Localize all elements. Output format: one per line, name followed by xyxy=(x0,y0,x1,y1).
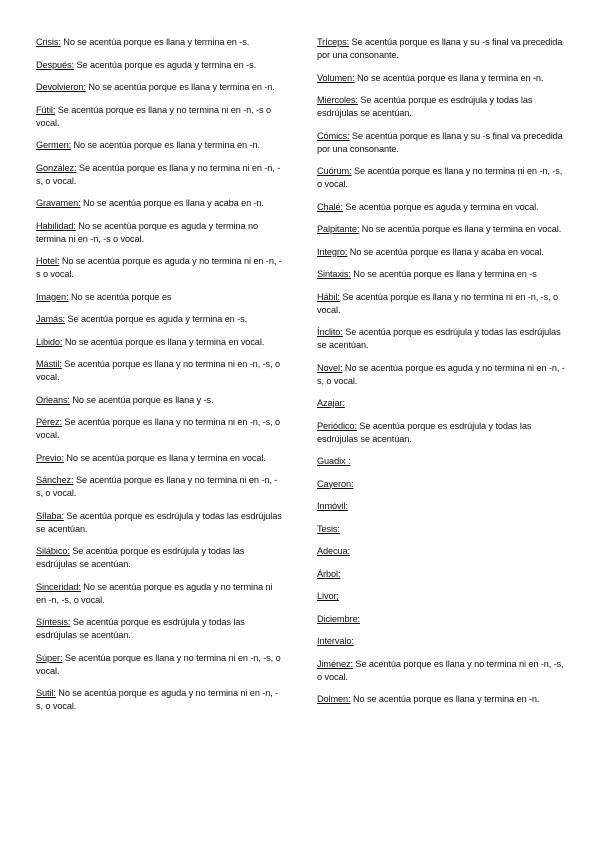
entry-term: Inmóvil: xyxy=(317,501,348,511)
entry-term: Súper: xyxy=(36,652,63,663)
entry-explanation: No se acentúa porque es llana y termina en -n. xyxy=(85,82,275,92)
entry-term: Imagen: xyxy=(36,291,69,302)
word-entry xyxy=(317,590,567,603)
word-entry xyxy=(36,104,284,130)
word-entry xyxy=(317,362,567,388)
word-entry xyxy=(36,197,284,210)
entry-term: Cómics: xyxy=(317,130,350,141)
entry-term: Mástil: xyxy=(36,359,62,369)
entry-term: Volumen: xyxy=(317,72,355,83)
word-entry xyxy=(317,397,567,410)
word-entry xyxy=(36,162,284,188)
word-entry xyxy=(36,452,284,465)
word-entry xyxy=(317,291,567,317)
entry-term: Hotel: xyxy=(36,256,60,266)
word-entry xyxy=(36,510,284,536)
word-entry xyxy=(317,455,567,468)
word-entry xyxy=(36,255,284,281)
entry-explanation: No se acentúa porque es llana y termina en -n. xyxy=(71,140,260,150)
entry-term: Ínclito: xyxy=(317,327,343,337)
word-entry xyxy=(36,358,284,384)
word-entry xyxy=(317,94,567,120)
word-entry xyxy=(36,220,284,246)
entry-term: Después: xyxy=(36,59,75,70)
entry-term: Árbol: xyxy=(317,568,341,579)
entry-explanation: Se acentúa porque es aguda y termina en -s. xyxy=(65,314,248,324)
word-entry xyxy=(317,693,567,706)
entry-explanation: Se acentúa porque es llana y no termina ni en -n, -s, o vocal. xyxy=(36,652,281,676)
word-entry xyxy=(36,81,284,94)
entry-explanation: Se acentúa porque es llana y no termina ni en -n, -s o vocal. xyxy=(36,104,271,128)
entry-term: Crisis: xyxy=(36,37,61,47)
entry-explanation: Se acentúa porque es esdrújula y todas las esdrújulas se acentúan. xyxy=(317,420,532,444)
word-entry xyxy=(317,420,567,446)
entry-term: González: xyxy=(36,162,77,173)
entry-explanation: No se acentúa porque es llana y termina en -s xyxy=(350,269,537,279)
word-entry xyxy=(36,652,284,678)
entry-term: Germen: xyxy=(36,140,72,150)
entry-explanation: No se acentúa porque es llana y acaba en vocal. xyxy=(347,246,544,257)
entry-explanation: No se acentúa porque es llana y termina en vocal. xyxy=(63,452,266,463)
entry-term: Tesis: xyxy=(317,523,340,534)
entry-term: Sinceridad: xyxy=(36,581,81,592)
word-entry xyxy=(36,687,284,713)
word-entry xyxy=(317,36,567,62)
entry-term: Azajar: xyxy=(317,398,345,408)
entry-explanation: No se acentúa porque es llana y termina en -n. xyxy=(354,72,544,83)
word-entry xyxy=(317,130,567,156)
entry-term: Jiménez: xyxy=(317,658,353,669)
entry-term: Periódico: xyxy=(317,420,357,431)
entry-term: Chalé: xyxy=(317,201,343,212)
word-entry xyxy=(317,326,567,352)
word-entry xyxy=(317,635,567,648)
right-column xyxy=(317,36,567,716)
entry-explanation: No se acentúa porque es llana y acaba en -n. xyxy=(80,198,265,208)
entry-explanation: Se acentúa porque es esdrújula y todas las esdrújulas se acentúan. xyxy=(317,95,533,118)
entry-term: Devolvieron: xyxy=(36,82,86,92)
word-entry xyxy=(317,500,567,513)
entry-explanation: Se acentúa porque es esdrújula y todas las esdrújulas se acentúan. xyxy=(36,617,245,640)
word-entry xyxy=(317,613,567,626)
entry-explanation: No se acentúa porque es llana y -s. xyxy=(69,394,214,405)
word-entry xyxy=(317,165,567,191)
word-entry xyxy=(317,246,567,259)
word-entry xyxy=(317,523,567,536)
word-entry xyxy=(317,223,567,236)
entry-term: Sílaba: xyxy=(36,510,64,521)
entry-explanation: Se acentúa porque es llana y no termina ni en -n, -s, o vocal. xyxy=(36,359,280,382)
word-entry xyxy=(36,416,284,442)
entry-explanation: Se acentúa porque es llana y su -s final va precedida por una consonante. xyxy=(317,37,563,60)
entry-term: Sutil: xyxy=(36,688,56,698)
word-entry xyxy=(36,474,284,500)
word-entry xyxy=(317,268,567,281)
entry-explanation: Se acentúa porque es llana y no termina ni en -n, -s, o vocal. xyxy=(317,658,564,682)
entry-term: Cuórum: xyxy=(317,166,352,176)
entry-explanation: Se acentúa porque es aguda y termina en vocal. xyxy=(342,201,539,212)
entry-explanation: Se acentúa porque es llana y no termina ni en -n, -s, o vocal. xyxy=(36,475,278,498)
word-entry xyxy=(36,336,284,349)
word-entry xyxy=(36,59,284,72)
entry-term: Cayeron: xyxy=(317,478,354,489)
entry-term: Livor; xyxy=(317,591,339,601)
word-entry xyxy=(36,545,284,571)
entry-term: Jamás: xyxy=(36,314,66,324)
entry-term: Gravamen: xyxy=(36,198,81,208)
entry-term: Habilidad: xyxy=(36,220,76,231)
word-entry xyxy=(36,291,284,304)
entry-term: Tríceps: xyxy=(317,37,350,47)
entry-explanation: No se acentúa porque es llana y termina en -s. xyxy=(60,37,250,47)
entry-term: Silábico: xyxy=(36,546,70,556)
entry-term: Palpitante: xyxy=(317,224,360,234)
entry-explanation: No se acentúa porque es aguda y no termina ni en -n, -s o vocal. xyxy=(36,256,282,279)
entry-explanation: No se acentúa porque es aguda y termina no termina ni en -n, -s o vocal. xyxy=(36,220,258,244)
entry-explanation: No se acentúa porque es aguda y no termina ni en -n, -s, o vocal. xyxy=(36,688,279,711)
entry-term: Sánchez: xyxy=(36,475,74,485)
word-entry xyxy=(36,36,284,49)
word-entry xyxy=(317,545,567,558)
entry-explanation: Se acentúa porque es llana y no termina ni en -n, -s, o vocal. xyxy=(317,166,563,189)
word-entry xyxy=(317,72,567,85)
word-entry xyxy=(317,658,567,684)
entry-explanation: Se acentúa porque es llana y su -s final va precedida por una consonante. xyxy=(317,130,563,154)
word-entry xyxy=(36,616,284,642)
word-entry xyxy=(36,394,284,407)
left-column xyxy=(36,36,284,723)
entry-explanation: Se acentúa porque es llana y no termina ni en -n, -s, o vocal. xyxy=(36,417,281,440)
entry-explanation: Se acentúa porque es esdrújula y todas las esdrújulas se acentúan. xyxy=(36,510,282,534)
entry-term: Orleans: xyxy=(36,394,70,405)
entry-term: Sintaxis: xyxy=(317,269,351,279)
entry-term: Dolmen: xyxy=(317,694,351,704)
word-entry xyxy=(36,581,284,607)
entry-explanation: No se acentúa porque es xyxy=(68,291,172,302)
entry-term: Previo: xyxy=(36,452,64,463)
entry-explanation: No se acentúa porque es llana y termina en vocal. xyxy=(359,224,562,234)
entry-explanation: No se acentúa porque es aguda y no termina ni en -n, -s, o vocal. xyxy=(36,581,273,605)
entry-term: Fútil: xyxy=(36,104,56,115)
entry-term: Integro: xyxy=(317,246,348,257)
entry-term: Hábil: xyxy=(317,291,340,302)
entry-explanation: Se acentúa porque es llana y no termina ni en -n, -s, o vocal. xyxy=(317,291,558,315)
word-entry xyxy=(317,201,567,214)
entry-term: Libido: xyxy=(36,336,63,347)
entry-explanation: Se acentúa porque es esdrújula y todas las esdrújulas se acentúan. xyxy=(36,546,245,569)
word-entry xyxy=(317,478,567,491)
entry-explanation: Se acentúa porque es llana y no termina ni en -n, -s, o vocal. xyxy=(36,162,281,186)
entry-explanation: Se acentúa porque es esdrújula y todas las esdrújulas se acentúan. xyxy=(317,327,561,350)
word-entry xyxy=(36,313,284,326)
word-entry xyxy=(317,568,567,581)
entry-explanation: No se acentúa porque es aguda y no termina ni en -n, -s, o vocal. xyxy=(317,362,565,386)
entry-explanation: No se acentúa porque es llana y termina en -n. xyxy=(350,694,540,704)
entry-term: Novel: xyxy=(317,362,343,373)
entry-explanation: No se acentúa porque es llana y termina en vocal. xyxy=(62,336,265,347)
entry-term: Síntesis: xyxy=(36,617,71,627)
entry-term: Guadix : xyxy=(317,456,351,466)
entry-term: Miércoles: xyxy=(317,95,358,105)
entry-term: Diciembre: xyxy=(317,613,360,624)
word-entry xyxy=(36,139,284,152)
entry-term: Pérez: xyxy=(36,417,62,427)
entry-term: Intervalo: xyxy=(317,636,354,646)
entry-term: Adecua: xyxy=(317,546,351,556)
entry-explanation: Se acentúa porque es aguda y termina en -s. xyxy=(74,59,257,70)
